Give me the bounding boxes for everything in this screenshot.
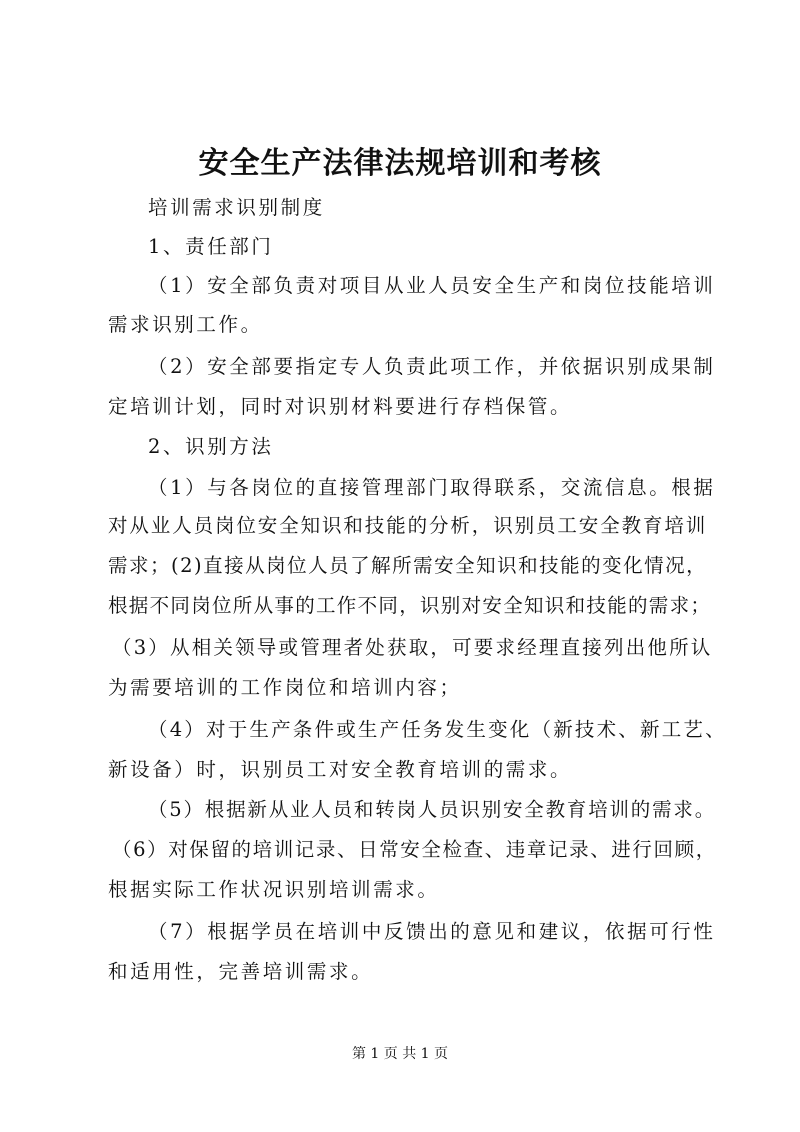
text-line: （5）根据新从业人员和转岗人员识别安全教育培训的需求。 [148,798,717,821]
text-line: 培训需求识别制度 [148,196,325,219]
text-line: 1、责任部门 [148,235,274,258]
text-line: 对从业人员岗位安全知识和技能的分析，识别员工安全教育培训 [108,514,708,537]
text-line: （6）对保留的培训记录、日常安全检查、违章记录、进行回顾， [112,838,717,861]
page-footer: 第 1 页 共 1 页 [351,1046,449,1062]
document-title: 安全生产法律法规培训和考核 [198,146,602,181]
text-line: 根据实际工作状况识别培训需求。 [108,878,440,901]
text-line: 需求识别工作。 [108,313,263,336]
text-line: （4）对于生产条件或生产任务发生变化（新技术、新工艺、 [148,718,727,741]
text-line: （2）安全部要指定专人负责此项工作，并依据识别成果制 [148,355,716,378]
text-line: 定培训计划，同时对识别材料要进行存档保管。 [108,395,573,418]
text-line: 和适用性，完善培训需求。 [108,960,374,983]
text-line: （3）从相关领导或管理者处获取，可要求经理直接列出他所认 [112,636,713,659]
text-line: （1）安全部负责对项目从业人员安全生产和岗位技能培训 [148,274,716,297]
text-line: 新设备）时，识别员工对安全教育培训的需求。 [108,758,573,781]
text-line: 为需要培训的工作岗位和培训内容； [108,676,462,699]
text-line: （1）与各岗位的直接管理部门取得联系，交流信息。根据 [148,476,716,499]
text-line: （7）根据学员在培训中反馈出的意见和建议，依据可行性 [148,920,716,943]
text-line: 需求；(2)直接从岗位人员了解所需安全知识和技能的变化情况， [108,554,708,577]
text-line: 2、识别方法 [148,435,274,458]
text-line: 根据不同岗位所从事的工作不同，识别对安全知识和技能的需求； [108,594,712,617]
